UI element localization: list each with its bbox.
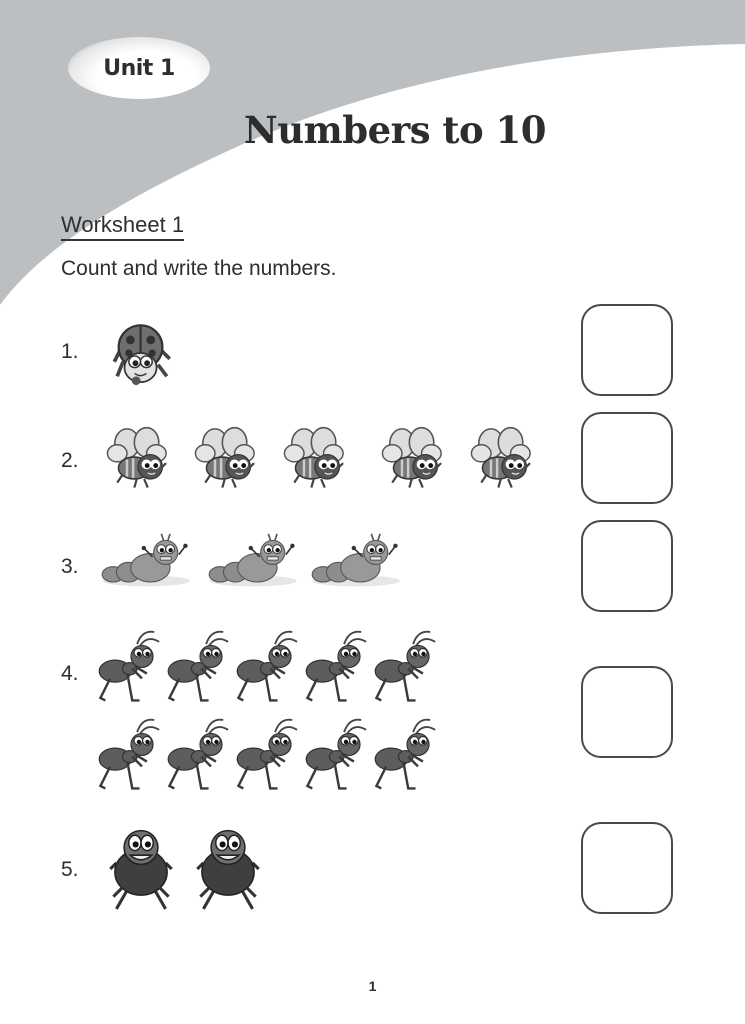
unit-badge	[68, 37, 210, 99]
question-number-2: 2.	[61, 449, 79, 472]
caterpillar-icon	[310, 528, 402, 590]
ant-icon	[305, 622, 371, 708]
ant-icon	[98, 710, 164, 796]
spider-icon	[103, 826, 179, 912]
question-number-4: 4.	[61, 662, 79, 685]
question-number-1: 1.	[61, 340, 79, 363]
answer-box-3[interactable]	[581, 520, 673, 612]
bee-icon	[377, 424, 449, 490]
answer-box-1[interactable]	[581, 304, 673, 396]
question-number-5: 5.	[61, 858, 79, 881]
caterpillar-icon	[207, 528, 299, 590]
question-number-3: 3.	[61, 555, 79, 578]
ladybug-icon	[104, 318, 180, 388]
unit-label: Unit 1	[103, 55, 175, 81]
ant-icon	[167, 710, 233, 796]
ant-icon	[374, 710, 440, 796]
ant-icon	[236, 622, 302, 708]
answer-box-4[interactable]	[581, 666, 673, 758]
ant-icon	[305, 710, 371, 796]
ant-icon	[98, 622, 164, 708]
instruction-text: Count and write the numbers.	[61, 257, 337, 280]
ant-icon	[236, 710, 302, 796]
worksheet-title: Worksheet 1	[61, 212, 184, 241]
spider-icon	[190, 826, 266, 912]
ant-icon	[167, 622, 233, 708]
caterpillar-icon	[100, 528, 192, 590]
answer-box-5[interactable]	[581, 822, 673, 914]
bee-icon	[466, 424, 538, 490]
bee-icon	[102, 424, 174, 490]
bee-icon	[190, 424, 262, 490]
page-number: 1	[368, 978, 377, 994]
ant-icon	[374, 622, 440, 708]
answer-box-2[interactable]	[581, 412, 673, 504]
bee-icon	[279, 424, 351, 490]
page-title: Numbers to 10	[243, 108, 547, 152]
